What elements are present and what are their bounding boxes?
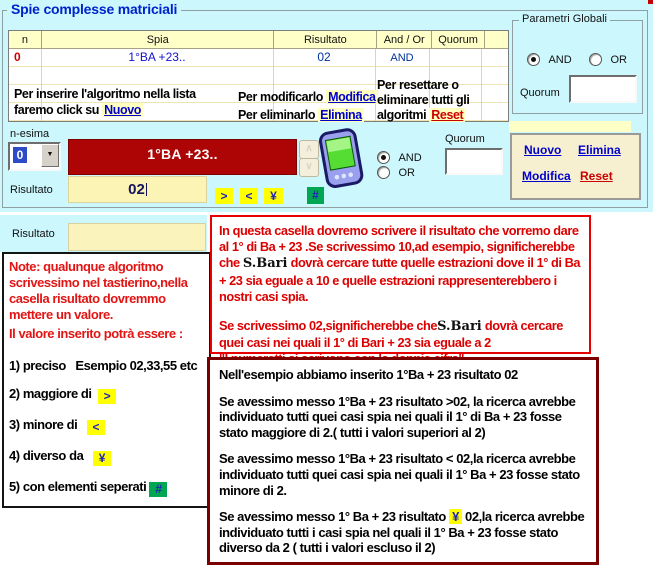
actions-box <box>510 133 641 200</box>
grid-line <box>481 49 482 121</box>
pda-keypad-icon[interactable] <box>315 126 369 192</box>
spacer <box>219 440 587 451</box>
global-and-label: AND <box>548 53 572 66</box>
global-or-label: OR <box>610 53 627 66</box>
info-p2c: dovrà cercare quei casi nei quali il 1° di Bari + 23 sia eguale a 2 <box>219 318 563 351</box>
help-reset-line1: Per resettare o <box>377 78 459 92</box>
note-box <box>2 252 211 508</box>
radio-icon <box>589 53 602 66</box>
header-risultato: Risultato <box>274 31 377 49</box>
example-paragraph-3: Se avessimo messo 1°Ba + 23 risultato < 02,la ricerca avrebbe individuato tutti quei casi spia nei quali il 1° Ba + 23 fosse stato minore di 2. <box>219 451 580 498</box>
example-box <box>207 357 599 565</box>
example-paragraph-2: Se avessimo messo 1°Ba + 23 risultato >02, la ricerca avrebbe individuato tutti quei casi spia nei quali il 1° di Ba + 23 fosse stato maggiore di 2.( tutti i valori superiori al 2) <box>219 393 576 440</box>
cell-risultato: 02 <box>317 50 331 64</box>
note-intro2: Il valore inserito potrà essere : <box>9 326 183 341</box>
help-insert-line2: faremo click su <box>14 103 100 117</box>
page-title: Spie complesse matriciali <box>7 1 181 17</box>
table-modifica-link[interactable]: Modifica <box>328 90 376 104</box>
table-elimina-link[interactable]: Elimina <box>320 108 362 122</box>
different-badge: ¥ <box>93 451 111 466</box>
algorithms-table[interactable] <box>8 30 509 122</box>
text-caret <box>146 183 147 196</box>
note-item-1 <box>9 358 204 373</box>
actions-reset-link[interactable]: Reset <box>580 169 613 183</box>
info-p1b-sbari: S.Bari <box>242 256 288 272</box>
editor-and-label: AND <box>398 151 422 164</box>
global-or-radio[interactable] <box>589 51 627 69</box>
corner-mark <box>648 0 653 4</box>
help-insert-text <box>14 86 196 118</box>
info-p1c: dovrà cercare tutte quelle estrazioni dove il 1° di Ba + 23 sia eguale a 10 e quelle estrazioni rappresenterebbero i nostri casi spia. <box>219 255 581 304</box>
risultato-value: 02 <box>128 181 145 198</box>
header-and-or: And / Or <box>377 31 432 49</box>
less-badge: < <box>87 420 105 435</box>
example-paragraph-4 <box>219 509 587 556</box>
table-header-row <box>9 31 508 49</box>
editor-or-radio[interactable] <box>377 164 415 182</box>
note-item-5 <box>9 479 204 497</box>
header-quorum: Quorum <box>432 31 485 49</box>
global-quorum-input[interactable] <box>569 75 637 103</box>
header-spia: Spia <box>42 31 275 49</box>
risultato-input[interactable] <box>68 176 207 203</box>
example-paragraph-1: Nell'esempio abbiamo inserito 1°Ba + 23 risultato 02 <box>219 367 518 382</box>
different-from-button[interactable]: ¥ <box>264 188 283 204</box>
actions-nuovo-link[interactable]: Nuovo <box>524 143 562 157</box>
separator-button[interactable]: # <box>307 187 324 204</box>
help-reset-line3: algoritmi <box>377 108 427 122</box>
cell-n: 0 <box>14 50 21 64</box>
note-item2-label: 2) maggiore di <box>9 386 92 401</box>
note-item-2 <box>9 386 204 404</box>
editor-quorum-input[interactable] <box>445 148 503 175</box>
header-extra <box>485 31 508 49</box>
note-item4-label: 4) diverso da <box>9 448 84 463</box>
result2-label: Risultato <box>12 228 55 240</box>
parametri-globali-group <box>512 13 643 114</box>
actions-elimina-link[interactable]: Elimina <box>578 143 621 157</box>
separator-badge: # <box>149 482 167 497</box>
info-box <box>210 215 591 354</box>
actions-modifica-link[interactable]: Modifica <box>522 169 571 183</box>
spinner-up-button[interactable]: ∧ <box>299 140 319 159</box>
algorithm-display[interactable]: 1°BA +23.. <box>68 139 297 175</box>
parametri-globali-title: Parametri Globali <box>519 13 610 25</box>
global-quorum-label: Quorum <box>520 87 560 99</box>
spacer <box>219 498 587 509</box>
nesima-combobox[interactable] <box>8 142 61 171</box>
greater-than-button[interactable]: > <box>215 188 233 204</box>
yen-highlight: ¥ <box>449 509 462 524</box>
risultato-label: Risultato <box>10 184 53 196</box>
cell-spia: 1°BA +23.. <box>128 50 186 64</box>
table-body <box>9 49 508 121</box>
note-item-4 <box>9 448 204 466</box>
help-reset-line2: eliminare tutti gli <box>377 93 470 107</box>
info-p2b-sbari: S.Bari <box>437 319 482 335</box>
greater-badge: > <box>98 389 116 404</box>
info-p2a: Se scrivessimo 02,significherebbe che <box>219 318 438 334</box>
note-item5-label: 5) con elementi seperati <box>9 479 147 494</box>
nesima-label: n-esima <box>10 128 50 140</box>
example-p4a: Se avessimo messo 1° Ba + 23 risultato <box>219 509 450 525</box>
help-modify-label: Per modificarlo <box>238 90 323 104</box>
info-paragraph-2 <box>219 318 582 351</box>
decor-strip <box>509 121 631 132</box>
header-n: n <box>9 31 42 49</box>
note-item1-extra: Esempio 02,33,55 etc <box>75 358 198 373</box>
info-paragraph-1 <box>219 223 582 305</box>
note-intro1: Note: qualunque algoritmo scrivessimo nel tastierino,nella casella risultato dovremmo mettere un valore. <box>9 259 188 322</box>
spacer <box>219 383 587 394</box>
result2-input[interactable] <box>68 223 206 251</box>
radio-icon <box>377 166 390 179</box>
note-item3-label: 3) minore di <box>9 417 78 432</box>
table-reset-link[interactable]: Reset <box>431 108 464 122</box>
help-modify-text <box>238 89 378 123</box>
spacer <box>219 305 582 318</box>
help-delete-label: Per eliminarlo <box>238 108 316 122</box>
note-item1-label: 1) preciso <box>9 358 66 373</box>
editor-or-label: OR <box>398 166 415 179</box>
editor-quorum-label: Quorum <box>445 133 485 145</box>
note-item-3 <box>9 417 204 435</box>
table-nuovo-link[interactable]: Nuovo <box>104 103 141 117</box>
spinner-down-button[interactable]: ∨ <box>299 158 319 177</box>
less-than-button[interactable]: < <box>240 188 258 204</box>
global-and-radio[interactable] <box>527 51 572 69</box>
radio-icon <box>527 53 540 66</box>
example-p4c: 02,la ricerca avrebbe individuato tutti i casi spia nel quali il 1° Ba + 23 fosse stato diverso da 2 ( tutti i valori escluso il 2) <box>219 509 585 556</box>
radio-icon <box>377 151 390 164</box>
help-insert-line1: Per inserire l'algoritmo nella lista <box>14 87 196 101</box>
help-reset-text <box>377 78 469 123</box>
dropdown-arrow-icon[interactable]: ▼ <box>41 144 59 167</box>
info-p1a: In questa casella dovremo scrivere il risultato che vorremo dare al 1° di Ba + 23 .Se scrivessimo 10,ad esempio, significherebbe che <box>219 223 579 271</box>
nesima-selected-value: 0 <box>13 147 27 163</box>
cell-and-or: AND <box>390 52 414 64</box>
